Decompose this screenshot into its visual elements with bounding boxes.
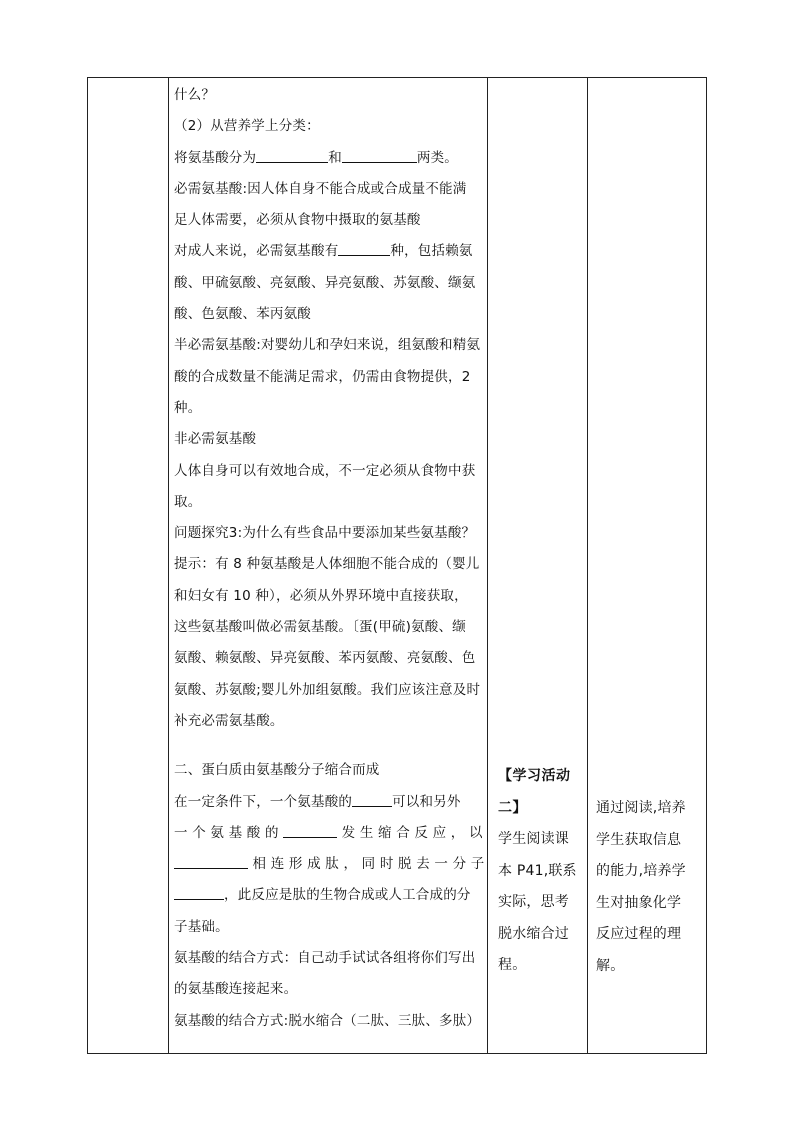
intent-column: [588, 793, 706, 982]
text-fragment: 对成人来说，必需氨基酸有: [174, 243, 339, 260]
text-line: 问题探究3:为什么有些食品中要添加某些氨基酸？: [174, 525, 476, 542]
spacer: [174, 737, 483, 755]
text-line: 子基础。: [174, 918, 229, 935]
fill-blank: [342, 148, 417, 163]
text-fragment: 相 连 形 成 肽 ， 同 时 脱 去 一 分 子: [252, 856, 485, 873]
activity-line: 脱水缩合过: [498, 925, 569, 942]
section-heading: 二、蛋白质由氨基酸分子缩合而成: [174, 762, 380, 779]
text-line: 这些氨基酸叫做必需氨基酸。〔蛋(甲硫)氨酸、缬: [174, 619, 466, 636]
intent-line: 学生获取信息: [596, 831, 682, 848]
activity-line: 实际，思考: [498, 894, 569, 910]
intent-line: 通过阅读,培养: [596, 800, 686, 816]
intent-line: 解。: [596, 957, 625, 974]
text-line: 人体自身可以有效地合成，不一定必须从食物中获: [174, 462, 476, 479]
text-fragment: ，此反应是肽的生物合成或人工合成的分: [224, 887, 471, 904]
intent-line: 的能力,培养学: [596, 863, 686, 879]
text-line: 氨基酸的结合方式:脱水缩合（二肽、三肽、多肽）: [174, 1012, 481, 1029]
text-fragment: 在一定条件下，一个氨基酸的: [174, 793, 353, 810]
text-line: 提示：有 8 种氨基酸是人体细胞不能合成的（婴儿: [174, 556, 480, 573]
condensation-line: [174, 818, 483, 849]
text-line: 氨基酸的结合方式：自己动手试试各组将你们写出: [174, 950, 476, 967]
activity-title: 二】: [498, 799, 527, 816]
text-line: 必需氨基酸:因人体自身不能合成或合成量不能满: [174, 180, 467, 197]
text-line: 和妇女有 10 种），必须从外界环境中直接获取，: [174, 587, 468, 604]
text-line: 氨酸、赖氨酸、异亮氨酸、苯丙氨酸、亮氨酸、色: [174, 650, 476, 667]
intent-line: 反应过程的理: [596, 926, 682, 942]
text-fragment: 种，包括赖氨: [390, 243, 473, 260]
text-line: 酸、甲硫氨酸、亮氨酸、异亮氨酸、苏氨酸、缬氨: [174, 274, 476, 291]
text-line: 补充必需氨基酸。: [174, 712, 284, 729]
fill-blank: [338, 242, 390, 257]
text-fragment: 两类。: [416, 149, 459, 166]
text-fragment: 将氨基酸分为: [174, 149, 257, 166]
text-line: 足人体需要，必须从食物中摄取的氨基酸: [174, 212, 421, 229]
fill-blank: [352, 792, 392, 807]
condensation-line: [174, 880, 483, 911]
fill-blank: [283, 823, 337, 838]
text-line: 的氨基酸连接起来。: [174, 981, 298, 998]
text-line: 半必需氨基酸:对婴幼儿和孕妇来说，组氨酸和精氨: [174, 337, 481, 354]
activity-title: 【学习活动: [498, 768, 571, 784]
text-fragment: 一 个 氨 基 酸 的: [174, 824, 279, 841]
text-line: 氨酸、苏氨酸;婴儿外加组氨酸。我们应该注意及时: [174, 681, 481, 698]
fill-blank: [174, 855, 248, 870]
text-line: （2）从营养学上分类：: [174, 118, 320, 135]
text-line: 酸的合成数量不能满足需求，仍需由食物提供，2: [174, 368, 471, 385]
activity-line: 学生阅读课: [498, 831, 569, 847]
lesson-table: [87, 77, 707, 1054]
activity-line: 本 P41,联系: [498, 862, 577, 879]
intent-line: 生对抽象化学: [596, 894, 682, 911]
activity-line: 程。: [498, 957, 527, 973]
activity-column: [488, 761, 588, 982]
text-line: 酸、色氨酸、苯丙氨酸: [174, 306, 311, 323]
text-fragment: 可以和另外: [392, 793, 461, 810]
content-column: [168, 78, 487, 1053]
text-line: 取。: [174, 493, 202, 510]
fill-blank: [256, 148, 328, 163]
text-fragment: 和: [328, 149, 342, 166]
classification-line: [174, 143, 483, 174]
text-fragment: 发 生 缩 合 反 应 ， 以: [341, 824, 483, 841]
text-line: 什么？: [174, 87, 216, 103]
condensation-line: [174, 787, 483, 818]
text-line: 非必需氨基酸: [174, 431, 257, 448]
text-line: 种。: [174, 399, 202, 416]
fill-blank: [174, 886, 224, 901]
essential-count-line: [174, 236, 483, 267]
condensation-line: [174, 849, 483, 880]
